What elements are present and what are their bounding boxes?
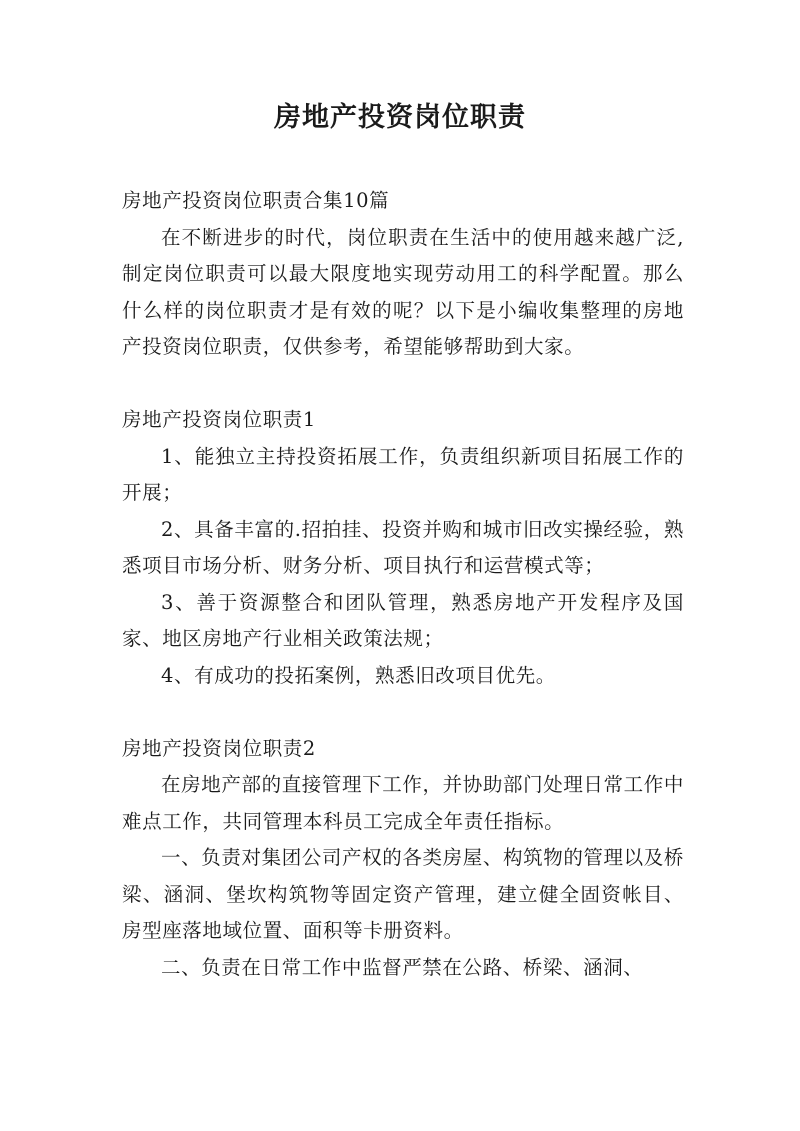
document-title: 房地产投资岗位职责	[274, 102, 526, 133]
spacer	[122, 366, 684, 403]
section-1-item: 2、具备丰富的.招拍挂、投资并购和城市旧改实操经验，熟悉项目市场分析、财务分析、项目执行和运营模式等；	[122, 517, 684, 577]
document-subtitle: 房地产投资岗位职责合集10篇	[122, 189, 390, 212]
intro-paragraph: 在不断进步的时代，岗位职责在生活中的使用越来越广泛,制定岗位职责可以最大限度地实现劳动用工的科学配置。那么什么样的岗位职责才是有效的呢？以下是小编收集整理的房地产投资岗位职责，仅供参考，希望能够帮助到大家。	[122, 225, 684, 358]
section-1-item: 3、善于资源整合和团队管理，熟悉房地产开发程序及国家、地区房地产行业相关政策法规；	[122, 590, 684, 650]
spacer	[122, 694, 684, 731]
section-2-heading: 房地产投资岗位职责2	[122, 736, 316, 760]
section-2-item: 二、负责在日常工作中监督严禁在公路、桥梁、涵洞、	[161, 955, 644, 979]
section-2-item: 一、负责对集团公司产权的各类房屋、构筑物的管理以及桥梁、涵洞、堡坎构筑物等固定资产管理，建立健全固资帐目、房型座落地域位置、面积等卡册资料。	[122, 846, 684, 942]
section-1-item: 1、能独立主持投资拓展工作，负责组织新项目拓展工作的开展；	[122, 444, 684, 504]
section-2-item: 在房地产部的直接管理下工作，并协助部门处理日常工作中难点工作，共同管理本科员工完成全年责任指标。	[122, 773, 684, 833]
section-1-item: 4、有成功的投拓案例，熟悉旧改项目优先。	[161, 663, 556, 687]
section-1-heading: 房地产投资岗位职责1	[122, 408, 316, 431]
document-body	[122, 183, 684, 986]
